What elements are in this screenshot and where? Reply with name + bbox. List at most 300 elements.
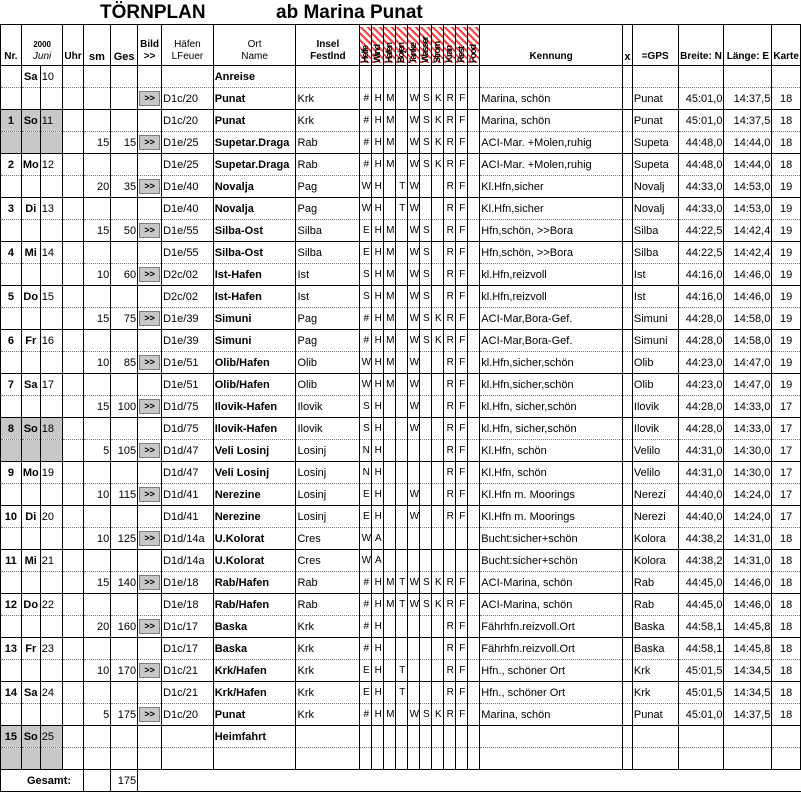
- row-flag: [420, 484, 432, 506]
- table-row: [1, 704, 801, 726]
- row-date: 15: [40, 286, 63, 308]
- row-flag: [456, 66, 468, 88]
- row-bild-cell: [138, 198, 162, 220]
- bild-button[interactable]: >>: [139, 443, 160, 458]
- row-kennung: ACI-Mar. +Molen,ruhig: [480, 132, 623, 154]
- row-sm: [83, 594, 111, 616]
- row-x: [622, 484, 632, 506]
- row-flag: M: [384, 704, 396, 726]
- row-laenge: 14:45,8: [724, 638, 772, 660]
- header-gps: =GPS: [632, 25, 678, 66]
- row-hafen: D1e/25: [162, 154, 214, 176]
- row-flag: [420, 682, 432, 704]
- row-flag: [420, 660, 432, 682]
- row-flag: H: [372, 418, 384, 440]
- row-flag: H: [372, 616, 384, 638]
- row-gps-name: Kolora: [632, 528, 678, 550]
- row-ort: Silba-Ost: [213, 242, 296, 264]
- table-row: [1, 506, 801, 528]
- table-row: [1, 484, 801, 506]
- row-flag: W: [408, 132, 420, 154]
- row-hafen: [162, 66, 214, 88]
- row-kennung: ACI-Mar,Bora-Gef.: [480, 330, 623, 352]
- row-x: [622, 176, 632, 198]
- row-karte: [772, 66, 801, 88]
- row-flag: M: [384, 374, 396, 396]
- row-flag: [384, 66, 396, 88]
- row-x: [622, 462, 632, 484]
- row-kennung: Marina, schön: [480, 110, 623, 132]
- table-row: [1, 198, 801, 220]
- row-hafen: D1d/41: [162, 484, 214, 506]
- bild-button[interactable]: >>: [139, 487, 160, 502]
- row-flag: W: [408, 176, 420, 198]
- row-flag: [432, 550, 444, 572]
- row-flag: H: [372, 660, 384, 682]
- row-x: [622, 88, 632, 110]
- row-day: Fr: [21, 330, 40, 352]
- row-flag: H: [372, 198, 384, 220]
- row-day: [21, 132, 40, 154]
- row-ort: Krk/Hafen: [213, 682, 296, 704]
- row-sm: [83, 66, 111, 88]
- bild-button[interactable]: >>: [139, 179, 160, 194]
- row-kennung: kl.Hfn,sicher,schön: [480, 374, 623, 396]
- row-breite: 44:40,0: [678, 484, 724, 506]
- row-insel: Olib: [296, 352, 360, 374]
- row-x: [622, 660, 632, 682]
- row-flag: M: [384, 286, 396, 308]
- row-kennung: [480, 66, 623, 88]
- row-hafen: [162, 726, 214, 748]
- row-flag: [420, 616, 432, 638]
- header-bojen-text: Bojen: [396, 42, 407, 63]
- row-nr: 8: [1, 418, 22, 440]
- row-flag: [396, 506, 408, 528]
- table-row: [1, 528, 801, 550]
- header-kran: [444, 25, 456, 66]
- row-x: [622, 528, 632, 550]
- row-hafen: D1e/39: [162, 308, 214, 330]
- row-ges: [111, 374, 138, 396]
- row-flag: A: [372, 528, 384, 550]
- header-bild: [138, 25, 162, 66]
- row-bild-cell: [138, 154, 162, 176]
- row-flag: [420, 638, 432, 660]
- row-ges: 115: [111, 484, 138, 506]
- bild-button[interactable]: >>: [139, 355, 160, 370]
- row-day: [21, 264, 40, 286]
- row-kennung: [480, 726, 623, 748]
- bild-button[interactable]: >>: [139, 707, 160, 722]
- row-day: [21, 176, 40, 198]
- row-kennung: Kl.Hfn m. Moorings: [480, 506, 623, 528]
- row-flag: H: [372, 638, 384, 660]
- row-flag: [432, 528, 444, 550]
- bild-button[interactable]: >>: [139, 531, 160, 546]
- row-flag: [408, 66, 420, 88]
- row-flag: #: [360, 330, 372, 352]
- row-flag: F: [456, 198, 468, 220]
- row-breite: 44:58,1: [678, 638, 724, 660]
- row-insel: Losinj: [296, 462, 360, 484]
- row-flag: K: [432, 572, 444, 594]
- row-breite: 44:31,0: [678, 462, 724, 484]
- row-uhr: [63, 616, 83, 638]
- row-nr: 3: [1, 198, 22, 220]
- row-day: So: [21, 726, 40, 748]
- row-day: Do: [21, 286, 40, 308]
- row-ges: 140: [111, 572, 138, 594]
- row-flag: [456, 528, 468, 550]
- row-x: [622, 418, 632, 440]
- row-flag: [396, 66, 408, 88]
- row-nr: 1: [1, 110, 22, 132]
- row-day: So: [21, 418, 40, 440]
- row-ges: 50: [111, 220, 138, 242]
- row-ges: 15: [111, 132, 138, 154]
- row-breite: 44:33,0: [678, 176, 724, 198]
- row-flag: W: [408, 484, 420, 506]
- header-ort-line1: Ort: [247, 39, 262, 50]
- row-flag: S: [360, 286, 372, 308]
- row-karte: 18: [772, 110, 801, 132]
- bild-button[interactable]: >>: [139, 311, 160, 326]
- row-sm: 15: [83, 396, 111, 418]
- row-flag: S: [360, 264, 372, 286]
- row-ort: Simuni: [213, 330, 296, 352]
- row-flag: R: [444, 682, 456, 704]
- row-flag: [408, 550, 420, 572]
- row-ges: [111, 550, 138, 572]
- row-insel: Pag: [296, 198, 360, 220]
- row-ort: Ilovik-Hafen: [213, 418, 296, 440]
- row-x: [622, 220, 632, 242]
- header-kran-text: Kran: [444, 46, 455, 63]
- row-breite: 44:40,0: [678, 506, 724, 528]
- row-karte: 17: [772, 484, 801, 506]
- row-sm: [83, 748, 111, 770]
- row-laenge: 14:33,0: [724, 418, 772, 440]
- row-flag: [384, 616, 396, 638]
- row-flag: W: [408, 330, 420, 352]
- bild-button[interactable]: >>: [139, 663, 160, 678]
- row-gps-name: Novalj: [632, 176, 678, 198]
- row-ges: [111, 88, 138, 110]
- row-flag: S: [420, 594, 432, 616]
- row-day: Sa: [21, 374, 40, 396]
- header-breite: Breite: N: [678, 25, 724, 66]
- row-flag: M: [384, 572, 396, 594]
- row-uhr: [63, 506, 83, 528]
- row-flag: [384, 396, 396, 418]
- row-sm: [83, 418, 111, 440]
- row-flag: F: [456, 660, 468, 682]
- row-flag: H: [372, 264, 384, 286]
- bild-button[interactable]: >>: [139, 223, 160, 238]
- row-flag: [432, 418, 444, 440]
- row-gps-name: Olib: [632, 374, 678, 396]
- row-breite: 44:28,0: [678, 396, 724, 418]
- row-gps-name: Ist: [632, 286, 678, 308]
- row-ort: Ist-Hafen: [213, 286, 296, 308]
- row-flag: R: [444, 88, 456, 110]
- row-flag: [396, 308, 408, 330]
- row-laenge: 14:46,0: [724, 572, 772, 594]
- row-flag: K: [432, 88, 444, 110]
- row-day: [21, 440, 40, 462]
- row-breite: 44:28,0: [678, 330, 724, 352]
- row-sm: 10: [83, 660, 111, 682]
- row-flag: [444, 528, 456, 550]
- row-breite: [678, 748, 724, 770]
- row-nr: 2: [1, 154, 22, 176]
- row-flag: M: [384, 330, 396, 352]
- row-flag: #: [360, 572, 372, 594]
- row-flag: [420, 374, 432, 396]
- row-flag: [432, 616, 444, 638]
- row-flag: [432, 462, 444, 484]
- row-uhr: [63, 110, 83, 132]
- row-date: [40, 748, 63, 770]
- row-gps-name: Ilovik: [632, 418, 678, 440]
- row-karte: 17: [772, 506, 801, 528]
- row-karte: 18: [772, 154, 801, 176]
- total-filler: [138, 770, 801, 792]
- row-karte: 18: [772, 616, 801, 638]
- row-uhr: [63, 176, 83, 198]
- bild-button[interactable]: >>: [139, 267, 160, 282]
- row-karte: 18: [772, 572, 801, 594]
- row-flag: [468, 264, 480, 286]
- row-flag: [444, 66, 456, 88]
- row-ges: 100: [111, 396, 138, 418]
- header-wind: [372, 25, 384, 66]
- row-date: 19: [40, 462, 63, 484]
- row-nr: [1, 748, 22, 770]
- table-row: [1, 286, 801, 308]
- row-flag: [396, 154, 408, 176]
- row-flag: [420, 550, 432, 572]
- row-flag: [396, 220, 408, 242]
- row-uhr: [63, 682, 83, 704]
- row-breite: 44:58,1: [678, 616, 724, 638]
- row-flag: T: [396, 660, 408, 682]
- row-flag: [384, 440, 396, 462]
- row-bild-cell: [138, 594, 162, 616]
- row-day: [21, 572, 40, 594]
- header-helfe-text: Helfe: [360, 45, 371, 63]
- row-bild-cell: [138, 682, 162, 704]
- row-date: [40, 352, 63, 374]
- row-sm: [83, 242, 111, 264]
- row-flag: [384, 198, 396, 220]
- table-row: [1, 550, 801, 572]
- row-flag: [432, 682, 444, 704]
- row-uhr: [63, 220, 83, 242]
- row-laenge: 14:44,0: [724, 154, 772, 176]
- row-flag: E: [360, 220, 372, 242]
- bild-button[interactable]: >>: [139, 619, 160, 634]
- row-hafen: D1c/21: [162, 660, 214, 682]
- row-sm: 10: [83, 528, 111, 550]
- row-flag: R: [444, 154, 456, 176]
- row-hafen: D1e/18: [162, 594, 214, 616]
- row-flag: [396, 462, 408, 484]
- table-row: [1, 88, 801, 110]
- bild-button[interactable]: >>: [139, 135, 160, 150]
- row-ges: 75: [111, 308, 138, 330]
- row-uhr: [63, 330, 83, 352]
- row-bild-cell: [138, 506, 162, 528]
- row-breite: 45:01,5: [678, 660, 724, 682]
- row-flag: [420, 66, 432, 88]
- row-day: [21, 660, 40, 682]
- row-uhr: [63, 462, 83, 484]
- table-row: [1, 352, 801, 374]
- row-flag: [444, 550, 456, 572]
- row-uhr: [63, 704, 83, 726]
- row-ges: [111, 462, 138, 484]
- row-kennung: Kl.Hfn,sicher: [480, 176, 623, 198]
- row-flag: [408, 528, 420, 550]
- row-ges: 170: [111, 660, 138, 682]
- row-flag: H: [372, 352, 384, 374]
- row-laenge: [724, 66, 772, 88]
- row-nr: 6: [1, 330, 22, 352]
- row-flag: [432, 726, 444, 748]
- row-laenge: [724, 748, 772, 770]
- row-nr: [1, 660, 22, 682]
- table-row: [1, 220, 801, 242]
- row-date: [40, 704, 63, 726]
- row-flag: R: [444, 462, 456, 484]
- row-x: [622, 198, 632, 220]
- bild-button[interactable]: >>: [139, 91, 160, 106]
- row-uhr: [63, 374, 83, 396]
- bild-button[interactable]: >>: [139, 575, 160, 590]
- row-flag: E: [360, 660, 372, 682]
- row-gps-name: Rab: [632, 594, 678, 616]
- row-flag: M: [384, 110, 396, 132]
- header-insel-line1: Insel: [316, 39, 340, 50]
- row-flag: [432, 242, 444, 264]
- header-insel-line2: Festlnd: [310, 51, 346, 62]
- row-laenge: 14:37,5: [724, 704, 772, 726]
- row-nr: 12: [1, 594, 22, 616]
- row-bild-cell: [138, 616, 162, 638]
- row-kennung: kl.Hfn, sicher,schön: [480, 418, 623, 440]
- row-sm: [83, 462, 111, 484]
- row-uhr: [63, 660, 83, 682]
- row-flag: H: [372, 484, 384, 506]
- row-flag: [432, 66, 444, 88]
- row-bild-cell: [138, 462, 162, 484]
- row-hafen: D1e/51: [162, 352, 214, 374]
- row-hafen: D1d/14a: [162, 550, 214, 572]
- row-flag: W: [360, 176, 372, 198]
- total-sm: [83, 770, 111, 792]
- table-row: [1, 682, 801, 704]
- row-flag: [384, 462, 396, 484]
- bild-button[interactable]: >>: [139, 399, 160, 414]
- row-laenge: 14:33,0: [724, 396, 772, 418]
- row-insel: Olib: [296, 374, 360, 396]
- row-flag: W: [360, 550, 372, 572]
- row-laenge: [724, 726, 772, 748]
- row-gps-name: [632, 726, 678, 748]
- row-sm: 15: [83, 220, 111, 242]
- header-kennung: Kennung: [480, 25, 623, 66]
- row-x: [622, 594, 632, 616]
- row-flag: [420, 462, 432, 484]
- row-flag: [432, 264, 444, 286]
- row-kennung: ACI-Marina, schön: [480, 594, 623, 616]
- row-flag: E: [360, 242, 372, 264]
- table-row: [1, 308, 801, 330]
- table-row: [1, 66, 801, 88]
- row-flag: F: [456, 308, 468, 330]
- row-nr: [1, 308, 22, 330]
- row-flag: [420, 506, 432, 528]
- row-hafen: D1e/55: [162, 242, 214, 264]
- total-label: Gesamt:: [1, 770, 84, 792]
- row-breite: 44:16,0: [678, 264, 724, 286]
- row-flag: S: [420, 88, 432, 110]
- row-flag: H: [372, 286, 384, 308]
- row-flag: [408, 726, 420, 748]
- header-hafen: [162, 25, 214, 66]
- row-flag: W: [408, 418, 420, 440]
- row-flag: W: [408, 198, 420, 220]
- row-karte: [772, 748, 801, 770]
- row-flag: [444, 748, 456, 770]
- row-flag: S: [420, 330, 432, 352]
- row-flag: [396, 638, 408, 660]
- row-kennung: ACI-Mar,Bora-Gef.: [480, 308, 623, 330]
- row-flag: F: [456, 418, 468, 440]
- row-day: So: [21, 110, 40, 132]
- row-flag: [408, 638, 420, 660]
- row-sm: 10: [83, 484, 111, 506]
- row-sm: 20: [83, 176, 111, 198]
- row-flag: [468, 748, 480, 770]
- row-flag: [468, 572, 480, 594]
- row-x: [622, 110, 632, 132]
- row-ort: Ilovik-Hafen: [213, 396, 296, 418]
- row-kennung: Hfn,schön, >>Bora: [480, 220, 623, 242]
- row-insel: Silba: [296, 220, 360, 242]
- row-bild-cell: [138, 308, 162, 330]
- row-hafen: D1c/17: [162, 638, 214, 660]
- row-date: 17: [40, 374, 63, 396]
- row-flag: H: [372, 682, 384, 704]
- row-flag: [384, 484, 396, 506]
- row-flag: [396, 396, 408, 418]
- row-flag: [468, 396, 480, 418]
- row-flag: [468, 726, 480, 748]
- row-nr: 14: [1, 682, 22, 704]
- row-gps-name: Ilovik: [632, 396, 678, 418]
- row-flag: R: [444, 660, 456, 682]
- row-flag: H: [372, 154, 384, 176]
- row-flag: N: [360, 462, 372, 484]
- row-flag: [468, 198, 480, 220]
- row-flag: M: [384, 220, 396, 242]
- row-flag: [420, 528, 432, 550]
- row-sm: [83, 330, 111, 352]
- row-gps-name: Simuni: [632, 330, 678, 352]
